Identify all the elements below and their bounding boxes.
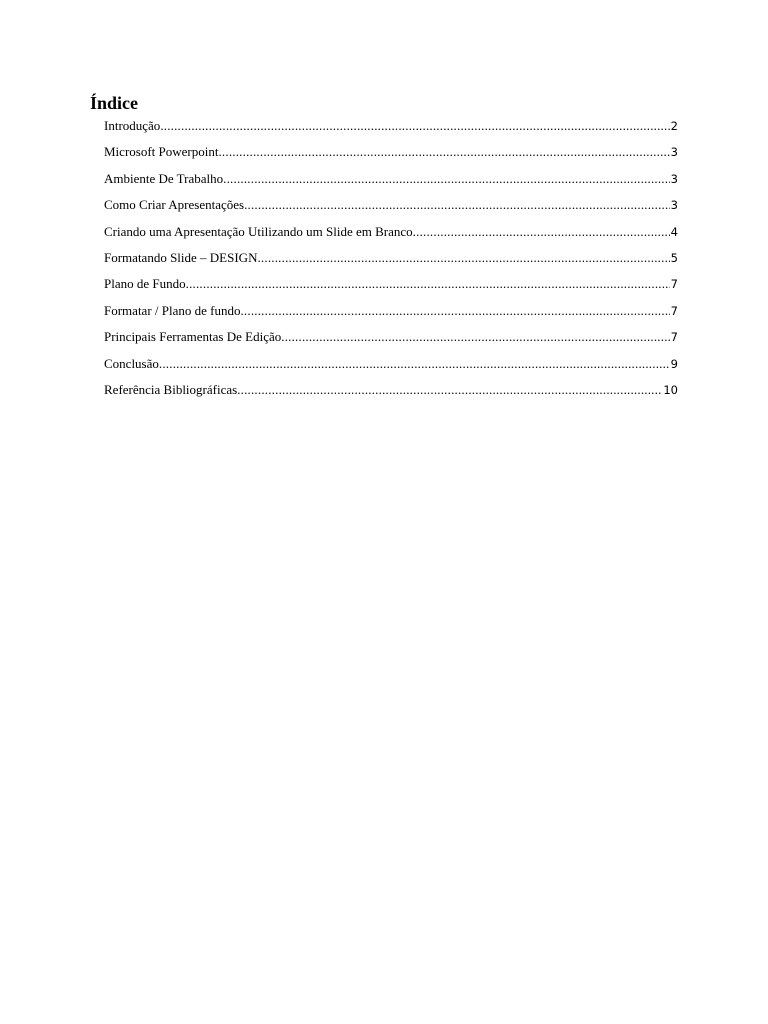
- toc-entry-label: Microsoft Powerpoint: [104, 144, 219, 160]
- toc-entry-label: Formatar / Plano de fundo: [104, 302, 241, 318]
- toc-entry-label: Como Criar Apresentações: [104, 197, 245, 213]
- dot-leader: [413, 223, 670, 241]
- toc-page-number: 5: [670, 250, 678, 265]
- toc-entry-formatando-slide-design[interactable]: [104, 249, 678, 275]
- toc-entry-label: Plano de Fundo: [104, 276, 186, 292]
- toc-entry-microsoft-powerpoint[interactable]: [104, 143, 678, 169]
- dot-leader: [223, 170, 670, 188]
- toc-page-number: 3: [670, 171, 678, 186]
- toc-entry-referencia-bibliograficas[interactable]: [104, 381, 678, 407]
- toc-list: [104, 117, 678, 407]
- toc-page-number: 7: [670, 303, 678, 318]
- toc-entry-principais-ferramentas-edicao[interactable]: [104, 328, 678, 354]
- toc-entry-label: Conclusão: [104, 355, 159, 371]
- dot-leader: [281, 328, 669, 346]
- toc-entry-criando-apresentacao-slide-branco[interactable]: [104, 223, 678, 249]
- toc-entry-introducao[interactable]: [104, 117, 678, 143]
- dot-leader: [159, 355, 670, 373]
- toc-page-number: 3: [670, 198, 678, 213]
- toc-page-number: 3: [670, 145, 678, 160]
- toc-page-number: 7: [670, 277, 678, 292]
- toc-entry-formatar-plano-de-fundo[interactable]: [104, 302, 678, 328]
- toc-entry-label: Referência Bibliográficas: [104, 381, 238, 397]
- toc-entry-conclusao[interactable]: [104, 355, 678, 381]
- toc-page-number: 9: [670, 356, 678, 371]
- toc-page-number: 10: [663, 382, 678, 397]
- toc-entry-label: Ambiente De Trabalho: [104, 170, 224, 186]
- dot-leader: [237, 381, 662, 399]
- toc-entry-como-criar-apresentacoes[interactable]: [104, 196, 678, 222]
- dot-leader: [244, 196, 670, 214]
- dot-leader: [240, 302, 669, 320]
- toc-entry-plano-de-fundo[interactable]: [104, 275, 678, 301]
- dot-leader: [257, 249, 669, 267]
- toc-entry-label: Principais Ferramentas De Edição: [104, 329, 282, 345]
- toc-page-number: 2: [670, 119, 678, 133]
- toc-page-number: 4: [670, 224, 678, 239]
- toc-title: Índice: [90, 93, 139, 113]
- toc-entry-label: Criando uma Apresentação Utilizando um Slide em Branco: [104, 223, 413, 239]
- dot-leader: [186, 275, 670, 293]
- toc-entry-label: Introdução: [104, 118, 161, 133]
- toc-entry-label: Formatando Slide – DESIGN: [104, 249, 258, 265]
- toc-entry-ambiente-de-trabalho[interactable]: [104, 170, 678, 196]
- dot-leader: [160, 117, 669, 135]
- dot-leader: [218, 143, 669, 161]
- toc-page-number: 7: [670, 330, 678, 345]
